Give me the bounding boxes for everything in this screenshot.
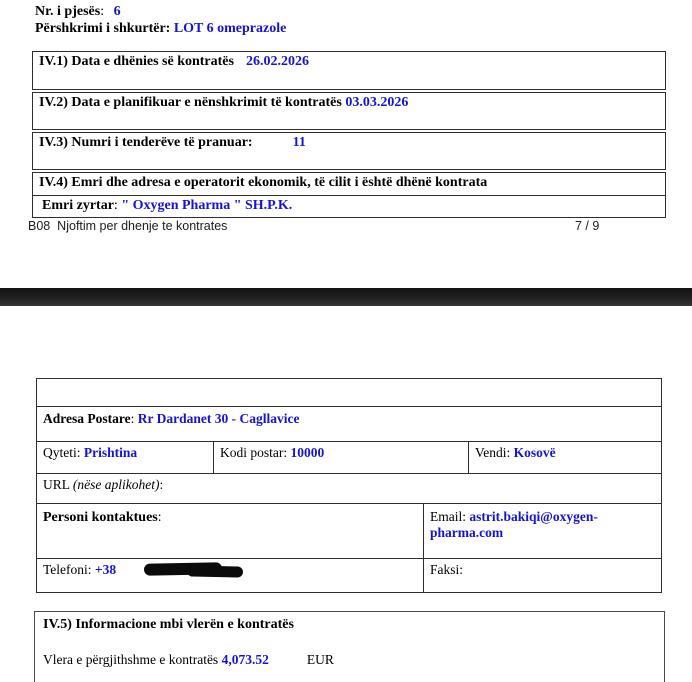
empty-row xyxy=(37,379,661,407)
contact-person-separator: : xyxy=(157,509,162,524)
url-separator: : xyxy=(159,477,164,492)
email-label: Email: xyxy=(430,509,466,524)
total-value-label: Vlera e përgjithshme e kontratës xyxy=(43,652,219,667)
url-row xyxy=(37,474,661,504)
fax-label: Faksi: xyxy=(430,562,464,577)
row-planned-signature-date xyxy=(32,92,666,130)
phone-fax-row xyxy=(37,559,661,592)
part-number-separator: : xyxy=(100,4,105,19)
row-operator-name xyxy=(32,172,666,218)
short-description-value: LOT 6 omeprazole xyxy=(173,21,287,36)
country-value: Kosovë xyxy=(513,445,556,460)
tenders-received-label: IV.3) Numri i tenderëve të pranuar: xyxy=(39,135,253,150)
row-contract-award-date xyxy=(32,51,666,90)
short-description-label: Përshkrimi i shkurtër: xyxy=(35,21,171,36)
postal-address-separator: : xyxy=(130,411,135,426)
part-number-line xyxy=(35,3,121,20)
total-value-amount: 4,073.52 xyxy=(221,652,269,667)
contact-person-label: Personi kontaktues xyxy=(43,510,158,525)
phone-redaction-marker-2 xyxy=(187,565,243,577)
contract-award-date-label: IV.1) Data e dhënies së kontratës xyxy=(39,54,234,69)
planned-signature-date-label: IV.2) Data e planifikuar e nënshkrimit të kontratës xyxy=(39,95,342,110)
postal-code-value: 10000 xyxy=(290,445,325,460)
row-tenders-received xyxy=(32,132,666,170)
country-label: Vendi: xyxy=(475,445,511,460)
postal-address-label: Adresa Postare xyxy=(43,411,131,426)
award-section-table xyxy=(32,51,666,220)
planned-signature-date-value: 03.03.2026 xyxy=(345,95,409,110)
postal-code-label: Kodi postar: xyxy=(220,445,288,460)
city-row xyxy=(37,442,661,474)
url-note: (nëse aplikohet) xyxy=(72,477,160,492)
page-break-bar xyxy=(0,288,692,306)
city-label: Qyteti: xyxy=(43,445,81,460)
contract-award-date-value: 26.02.2026 xyxy=(245,54,309,69)
part-number-value: 6 xyxy=(113,4,121,19)
part-number-label: Nr. i pjesës xyxy=(35,4,101,19)
operator-section-header: IV.4) Emri dhe adresa e operatorit ekonomik, të cilit i është dhënë kontrata xyxy=(39,175,488,190)
url-label: URL xyxy=(43,477,70,492)
contract-value-box xyxy=(34,611,665,682)
official-name-separator: : xyxy=(113,198,118,213)
phone-visible-value: +38 xyxy=(94,562,117,577)
currency-label: EUR xyxy=(306,652,334,667)
phone-label: Telefoni: xyxy=(43,562,92,577)
footer-doc-code: B08 Njoftim per dhenje te kontrates xyxy=(28,219,228,233)
footer-page-number: 7 / 9 xyxy=(575,219,600,233)
city-value: Prishtina xyxy=(83,445,138,460)
short-description-line xyxy=(35,20,286,37)
contract-value-header: IV.5) Informacione mbi vlerën e kontratës xyxy=(43,617,294,632)
postal-address-row xyxy=(37,407,661,442)
official-name-label: Emri zyrtar xyxy=(42,198,114,213)
contact-table xyxy=(36,378,662,593)
official-name-value: " Oxygen Pharma " SH.P.K. xyxy=(121,198,293,213)
postal-address-value: Rr Dardanet 30 - Cagllavice xyxy=(137,411,300,426)
tenders-received-value: 11 xyxy=(292,135,306,150)
contact-person-row xyxy=(37,504,661,559)
email-value: astrit.bakiqi@oxygen-pharma.com xyxy=(430,509,598,540)
